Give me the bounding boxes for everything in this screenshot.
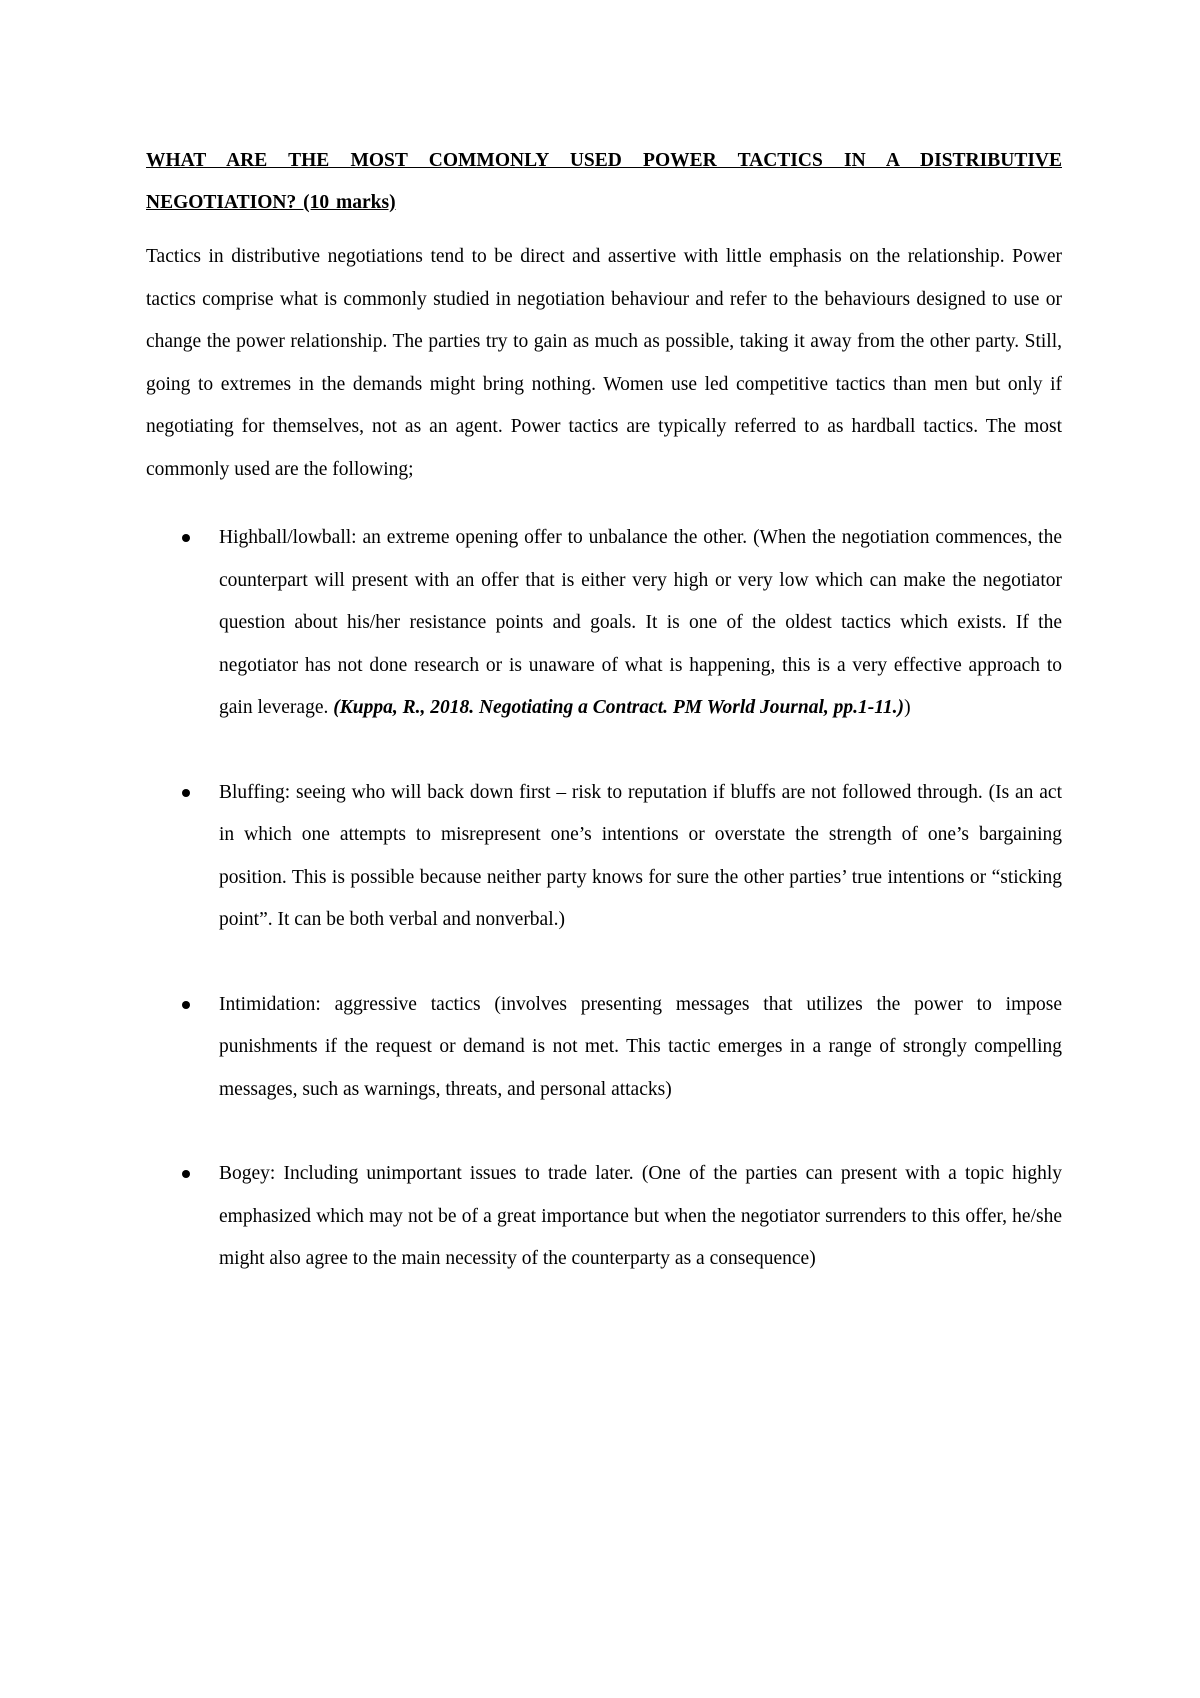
bullet-icon <box>182 1170 190 1178</box>
bullet-icon <box>182 1001 190 1009</box>
bullet-icon <box>182 789 190 797</box>
tactic-text: Bluffing: seeing who will back down first – risk to reputation if bluffs are not followed through. (Is an act in which one attempts to misrepresent one’s intentions or overstate the strength of one’s bargaining position. This is possible because neither party knows for sure the other parties’ true intentions or “sticking point”. It can be both verbal and nonverbal.) <box>219 781 1062 930</box>
intro-paragraph: Tactics in distributive negotiations tend to be direct and assertive with little emphasis on the relationship. Power tactics comprise what is commonly studied in negotiation behaviour and refer to the behaviours designed to use or change the power relationship. The parties try to gain as much as possible, taking it away from the other party. Still, going to extremes in the demands might bring nothing. Women use led competitive tactics than men but only if negotiating for themselves, not as an agent. Power tactics are typically referred to as hardball tactics. The most commonly used are the following; <box>146 246 1062 480</box>
closing-parenthesis: ) <box>904 697 911 718</box>
tactic-text: Intimidation: aggressive tactics (involves presenting messages that utilizes the power to impose punishments if the request or demand is not met. This tactic emerges in a range of strongly compelling messages, such as warnings, threats, and personal attacks) <box>219 993 1062 1100</box>
tactics-list <box>146 517 1062 1281</box>
tactic-bluffing <box>146 772 1062 942</box>
bullet-icon <box>182 534 190 542</box>
tactic-text: Highball/lowball: an extreme opening offer to unbalance the other. (When the negotiation commences, the counterpart will present with an offer that is either very high or very low which can make the negotiator question about his/her resistance points and goals. It is one of the oldest tactics which exists. If the negotiator has not done research or is unaware of what is happening, this is a very effective approach to gain leverage. <box>219 527 1062 718</box>
document-page <box>146 140 1062 1281</box>
document-title: WHAT ARE THE MOST COMMONLY USED POWER TACTICS IN A DISTRIBUTIVE NEGOTIATION? (10 marks) <box>146 150 1062 213</box>
tactic-bogey <box>146 1153 1062 1281</box>
tactic-intimidation <box>146 984 1062 1112</box>
tactic-text: Bogey: Including unimportant issues to trade later. (One of the parties can present with a topic highly emphasized which may not be of a great importance but when the negotiator surrenders to this offer, he/she might also agree to the main necessity of the counterparty as a consequence) <box>219 1163 1062 1269</box>
citation-reference: (Kuppa, R., 2018. Negotiating a Contract. PM World Journal, pp.1-11.) <box>333 697 905 718</box>
tactic-highball-lowball <box>146 517 1062 730</box>
